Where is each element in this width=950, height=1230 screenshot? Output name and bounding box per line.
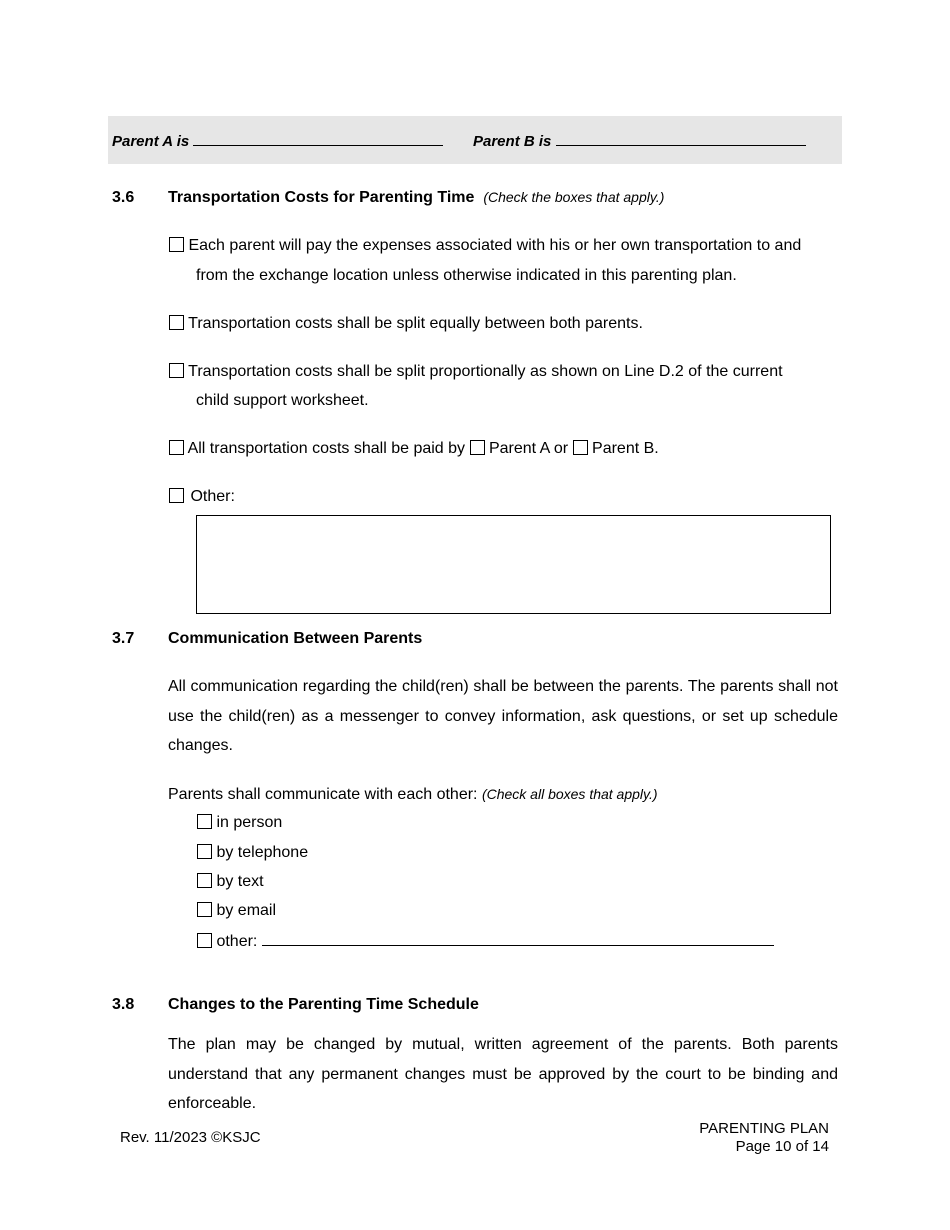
option-paid-by-parent-a-label: Parent A or — [488, 440, 569, 457]
parent-b-field[interactable] — [473, 131, 806, 150]
communication-intro-text: Parents shall communicate with each other: — [168, 786, 478, 803]
method-text-label: by text — [216, 873, 264, 890]
checkbox-telephone[interactable] — [197, 844, 212, 859]
parent-names-header — [108, 116, 842, 164]
option-split-proportionally-line2: child support worksheet. — [196, 392, 369, 409]
option-other — [169, 487, 235, 507]
parent-b-label: Parent B is — [473, 133, 552, 150]
communication-intro — [168, 784, 658, 805]
section-3-6-title: Transportation Costs for Parenting Time — [168, 189, 475, 206]
option-each-parent-pays — [169, 236, 801, 256]
checkbox-split-equally[interactable] — [169, 315, 184, 330]
method-telephone-label: by telephone — [216, 844, 309, 861]
option-each-parent-pays-line1: Each parent will pay the expenses associated with his or her own transportation to and — [188, 237, 802, 254]
parent-a-blank[interactable] — [193, 131, 443, 146]
section-3-7-title: Communication Between Parents — [168, 630, 423, 647]
other-transport-text-box[interactable] — [196, 515, 831, 614]
option-split-equally — [169, 314, 643, 334]
option-paid-by-label: All transportation costs shall be paid by — [187, 440, 466, 457]
checkbox-paid-by-parent-a[interactable] — [470, 440, 485, 455]
method-text — [197, 872, 264, 892]
method-in-person-label: in person — [216, 814, 283, 831]
option-split-proportionally-line1: Transportation costs shall be split proportionally as shown on Line D.2 of the current — [188, 363, 783, 380]
other-method-blank[interactable] — [262, 931, 774, 946]
communication-hint: (Check all boxes that apply.) — [481, 786, 658, 802]
checkbox-paid-by-one-parent[interactable] — [169, 440, 184, 455]
checkbox-email[interactable] — [197, 902, 212, 917]
checkbox-each-parent-pays[interactable] — [169, 237, 184, 252]
footer-revision: Rev. 11/2023 ©KSJC — [120, 1129, 261, 1146]
section-3-6-heading — [168, 189, 664, 207]
parent-a-label: Parent A is — [112, 133, 190, 150]
parent-b-blank[interactable] — [556, 131, 806, 146]
section-3-7-number: 3.7 — [112, 630, 135, 647]
section-3-8-number: 3.8 — [112, 996, 135, 1013]
checkbox-other-method[interactable] — [197, 933, 212, 948]
option-each-parent-pays-line2: from the exchange location unless otherwise indicated in this parenting plan. — [196, 267, 737, 284]
method-email — [197, 901, 276, 921]
method-in-person — [197, 813, 282, 833]
option-paid-by-one-parent — [169, 439, 659, 459]
method-telephone — [197, 843, 308, 863]
section-3-6-hint: (Check the boxes that apply.) — [483, 189, 665, 205]
changes-paragraph: The plan may be changed by mutual, written agreement of the parents. Both parents understand that any permanent changes must be approved by the court to be binding and enforceable. — [168, 1036, 838, 1112]
checkbox-paid-by-parent-b[interactable] — [573, 440, 588, 455]
method-other-label: other: — [216, 933, 258, 950]
footer-doc-title: PARENTING PLAN — [699, 1120, 829, 1137]
section-3-8-title: Changes to the Parenting Time Schedule — [168, 996, 479, 1013]
parent-a-field[interactable] — [112, 131, 443, 150]
footer-page-number: Page 10 of 14 — [735, 1138, 829, 1155]
option-other-label: Other: — [190, 488, 235, 505]
option-split-proportionally — [169, 362, 783, 382]
method-email-label: by email — [216, 902, 277, 919]
section-3-6-number: 3.6 — [112, 189, 135, 206]
option-split-equally-label: Transportation costs shall be split equally between both parents. — [188, 315, 643, 332]
checkbox-in-person[interactable] — [197, 814, 212, 829]
checkbox-split-proportionally[interactable] — [169, 363, 184, 378]
option-paid-by-parent-b-label: Parent B. — [592, 440, 659, 457]
checkbox-text[interactable] — [197, 873, 212, 888]
method-other — [197, 931, 774, 952]
checkbox-other-transport[interactable] — [169, 488, 184, 503]
footer-page-info — [699, 1120, 829, 1156]
communication-paragraph: All communication regarding the child(ren) shall be between the parents. The parents shall not use the child(ren) as a messenger to convey information, ask questions, or set up schedule changes. — [168, 678, 838, 754]
